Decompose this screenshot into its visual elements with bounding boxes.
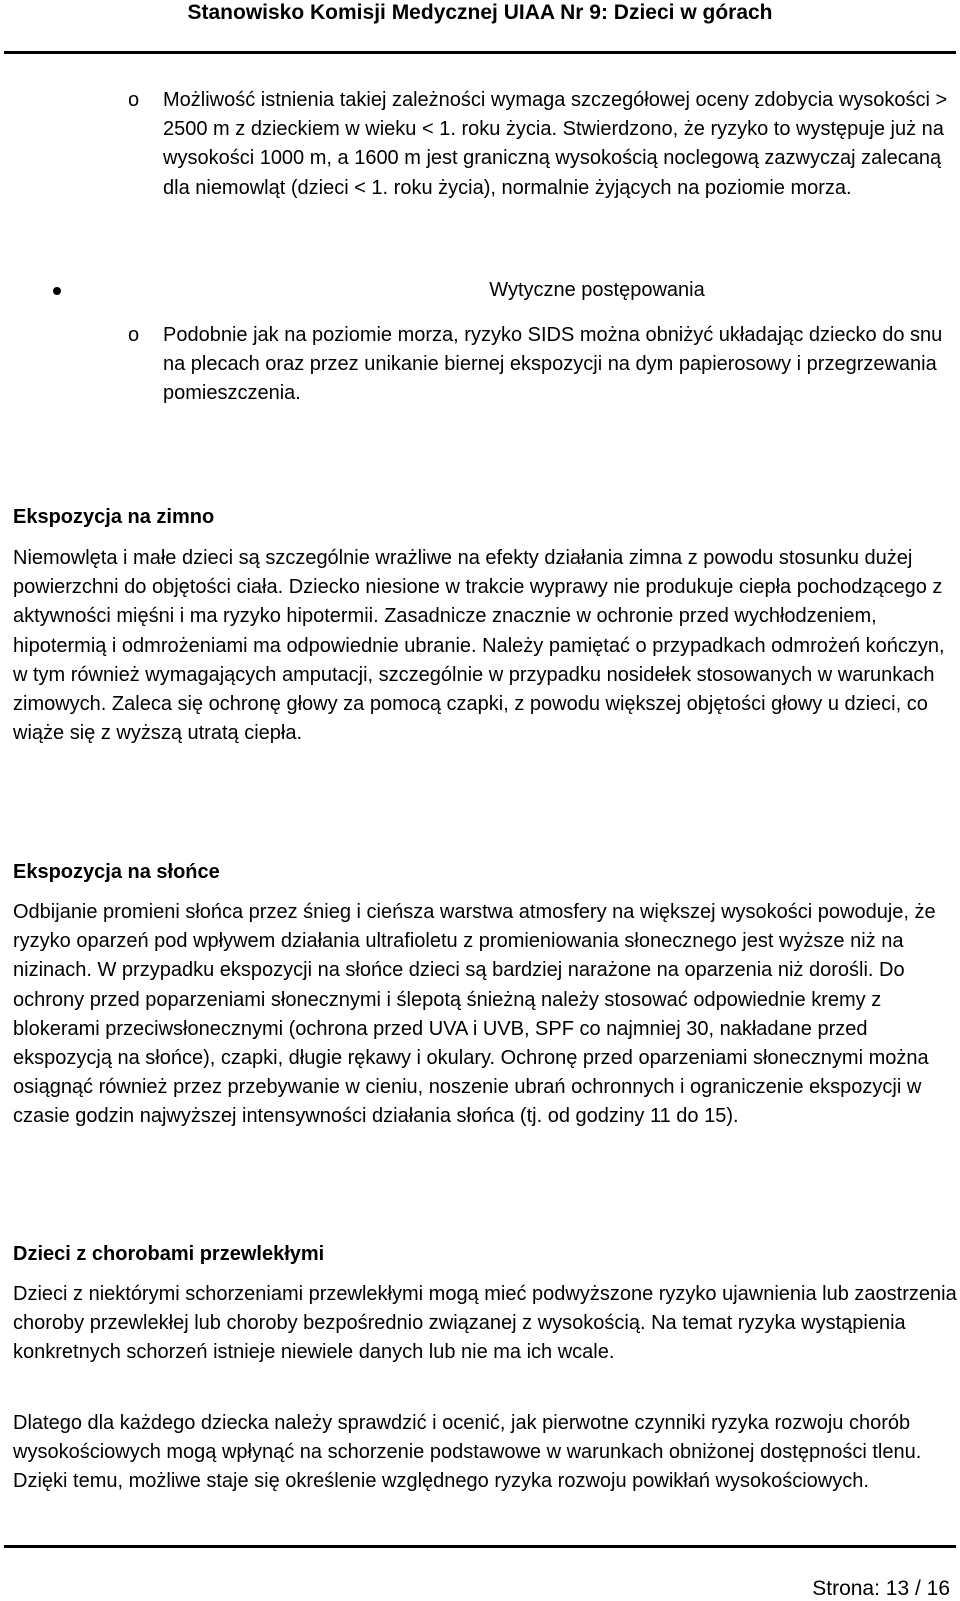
- section-body-chronic-2: Dlatego dla każdego dziecka należy sprawdzić i ocenić, jak pierwotne czynniki ryzyka rozwoju chorób wysokościowych mogą wpłynąć na schorzenie podstawowe w warunkach obniżonej dostępności tlenu. Dzięki temu, możliwe staje się określenie względnego ryzyka rozwoju powikłań wysokościowych.: [13, 1412, 922, 1493]
- list-item-altitude-risk: Możliwość istnienia takiej zależności wymaga szczegółowej oceny zdobycia wysokości > 2500 m z dzieckiem w wieku < 1. roku życia. Stwierdzono, że ryzyko to występuje już na wysokości 1000 m, a 1600 m jest graniczną wysokością noclegową zazwyczaj zalecaną dla niemowląt (dzieci < 1. roku życia), normalnie żyjących na poziomie morza.: [163, 89, 948, 199]
- sub-bullet-marker-2: o: [128, 324, 140, 346]
- sub-bullet-marker-1: o: [128, 89, 140, 111]
- page-header: [0, 0, 960, 54]
- section-body-chronic-1: Dzieci z niektórymi schorzeniami przewlekłymi mogą mieć podwyższone ryzyko ujawnienia lub zaostrzenia choroby przewlekłej lub choroby bezpośrednio związanej z wysokością. Na temat ryzyka wystąpienia konkretnych schorzeń istnieje niewiele danych lub nie ma ich wcale.: [13, 1283, 957, 1364]
- page-number: Strona: 13 / 16: [812, 1577, 950, 1600]
- section-heading-sun: Ekspozycja na słońce: [13, 861, 220, 883]
- section-body-sun: Odbijanie promieni słońca przez śnieg i cieńsza warstwa atmosfery na większej wysokości powoduje, że ryzyko oparzeń pod wpływem działania ultrafioletu z promieniowania słonecznego jest wyższe niż na nizinach. W przypadku ekspozycji na słońce dzieci są bardziej narażone na oparzenia niż dorośli. Do ochrony przed poparzeniami słonecznymi i ślepotą śnieżną należy stosować odpowiednie kremy z blokerami przeciwsłonecznymi (ochrona przed UVA i UVB, SPF co najmniej 30, nakładane przed ekspozycją na słońce), czapki, długie rękawy i okulary. Ochronę przed oparzeniami słonecznymi można osiągnąć również przez przebywanie w cieniu, noszenie ubrań ochronnych i ograniczenie ekspozycji w czasie godzin najwyższej intensywności działania słońca (tj. od godziny 11 do 15).: [13, 901, 936, 1128]
- list-item-sids-guidelines: Podobnie jak na poziomie morza, ryzyko SIDS można obniżyć układając dziecko do snu na plecach oraz przez unikanie biernej ekspozycji na dym papierosowy i przegrzewania pomieszczenia.: [163, 324, 943, 405]
- guidelines-label: Wytyczne postępowania: [489, 279, 705, 301]
- header-title: Stanowisko Komisji Medycznej UIAA Nr 9: Dzieci w górach: [187, 1, 773, 24]
- section-body-cold: Niemowlęta i małe dzieci są szczególnie wrażliwe na efekty działania zimna z powodu stosunku dużej powierzchni do objętości ciała. Dziecko niesione w trakcie wyprawy nie produkuje ciepła pochodzącego z aktywności mięśni i ma ryzyko hipotermii. Zasadnicze znacznie w ochronie przed wychłodzeniem, hipotermią i odmrożeniami ma odpowiednie ubranie. Należy pamiętać o przypadkach odmrożeń kończyn, w tym również wymagających amputacji, szczególnie w przypadku nosidełek stosowanych w warunkach zimowych. Zaleca się ochronę głowy za pomocą czapki, z powodu większej objętości głowy u dzieci, co wiąże się z wyższą utratą ciepła.: [13, 547, 945, 745]
- footer-rule: [4, 1545, 956, 1548]
- section-heading-chronic: Dzieci z chorobami przewlekłymi: [13, 1243, 325, 1265]
- header-rule: [4, 51, 956, 54]
- section-heading-cold: Ekspozycja na zimno: [13, 506, 215, 528]
